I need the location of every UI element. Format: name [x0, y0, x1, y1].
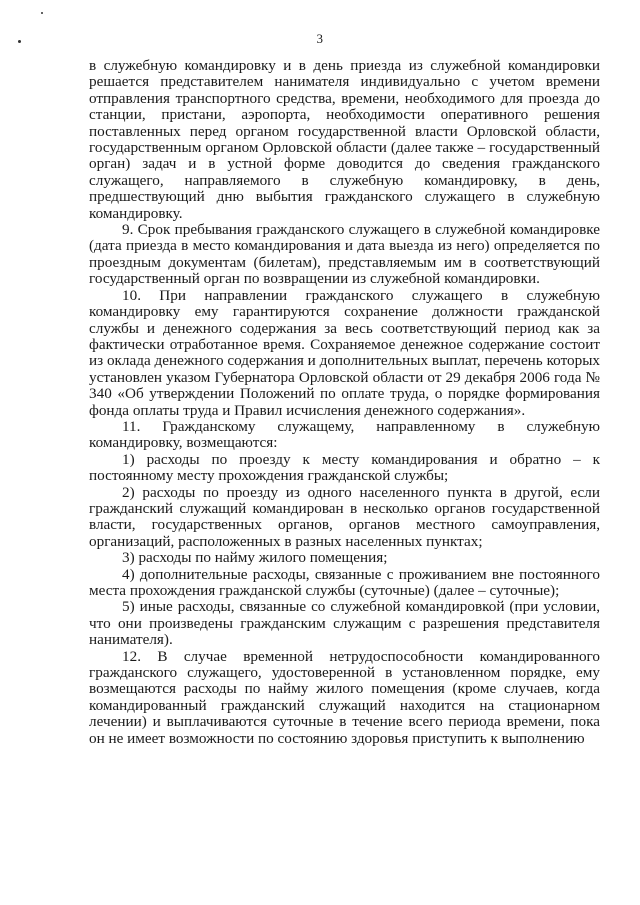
document-body [89, 58, 600, 747]
list-item-1: 1) расходы по проезду к месту командирования и обратно – к постоянному месту прохождения гражданской службы; [89, 450, 600, 485]
paragraph-item-10: 10. При направлении гражданского служащего в служебную командировку ему гарантируются сохранение должности гражданской службы и денежного содержания за весь соответствующий период как за фактически отработанное время. Сохраняемое денежное содержание состоит из оклада денежного содержания и дополнительных выплат, перечень которых установлен указом Губернатора Орловской области от 29 декабря 2006 года № 340 «Об утверждении Положений по оплате труда, о порядке формирования фонда оплаты труда и Правил исчисления денежного содержания». [89, 286, 600, 419]
paragraph-item-9: 9. Срок пребывания гражданского служащего в служебной командировке (дата приезда в место командирования и дата выезда из него) определяется по проездным документам (билетам), представляемым им в соответствующий государственный орган по возвращении из служебной командировки. [89, 221, 600, 288]
page-number: 3 [316, 31, 324, 46]
list-item-3: 3) расходы по найму жилого помещения; [122, 549, 388, 567]
paragraph-item-11: 11. Гражданскому служащему, направленному в служебную командировку, возмещаются: [89, 417, 600, 452]
list-item-2: 2) расходы по проезду из одного населенного пункта в другой, если гражданский служащий командирован в несколько органов государственной власти, государственных органов, органов местного самоуправления, организаций, расположенных в разных населенных пунктах; [89, 483, 600, 550]
paragraph-continuation: в служебную командировку и в день приезда из служебной командировки решается представителем нанимателя индивидуально с учетом времени отправления транспортного средства, времени, необходимого для проезда до станции, пристани, аэропорта, необходимости оперативного решения поставленных перед органом государственной власти Орловской области, государственным органом Орловской области (далее также – государственный орган) задач и в устной форме доводится до сведения гражданского служащего, направляемого в служебную командировку, в день, предшествующий дню выбытия гражданского служащего в служебную командировку. [89, 57, 600, 222]
list-item-5: 5) иные расходы, связанные со служебной командировкой (при условии, что они произведены гражданским служащим с разрешения представителя нанимателя). [89, 598, 600, 649]
scan-speck [41, 12, 43, 14]
paragraph-item-12: 12. В случае временной нетрудоспособности командированного гражданского служащего, удостоверенной в установленном порядке, ему возмещаются расходы по найму жилого помещения (кроме случаев, когда командированный гражданский служащий находится на стационарном лечении) и выплачиваются суточные в течение всего периода времени, пока он не имеет возможности по состоянию здоровья приступить к выполнению [89, 647, 600, 747]
list-item-4: 4) дополнительные расходы, связанные с проживанием вне постоянного места прохождения гражданской службы (суточные) (далее – суточные); [89, 565, 600, 599]
